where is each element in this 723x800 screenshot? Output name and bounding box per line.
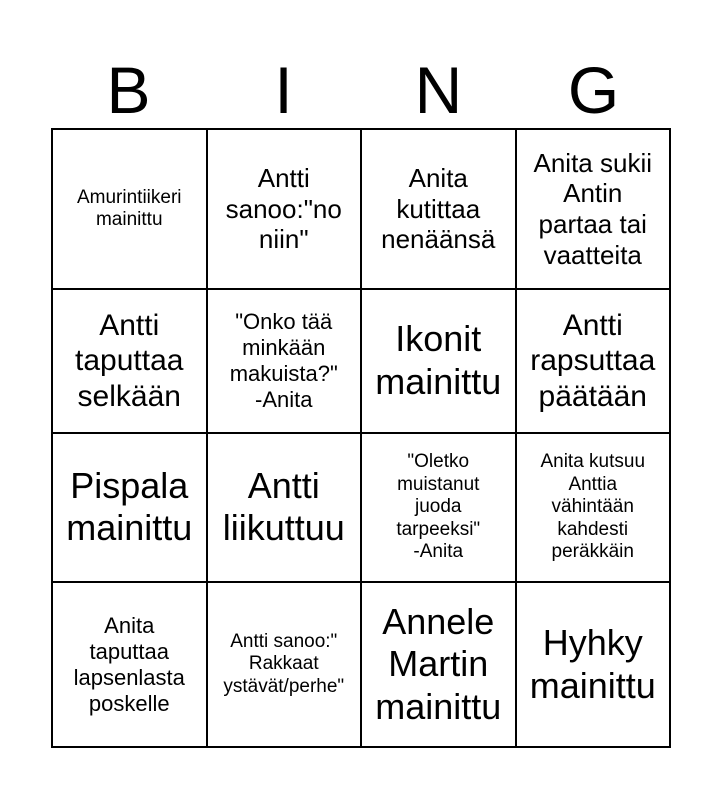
bingo-cell[interactable] bbox=[517, 583, 672, 748]
bingo-cell-text: Antti rapsuttaa päätään bbox=[530, 308, 656, 413]
bingo-cell[interactable] bbox=[362, 434, 517, 583]
bingo-cell[interactable] bbox=[517, 434, 672, 583]
bingo-cell-text: Anita kutsuu Anttia vähintään kahdesti peräkkäin bbox=[540, 451, 646, 563]
bingo-cell[interactable] bbox=[208, 434, 363, 583]
bingo-cell-text: Amurintiikeri mainittu bbox=[76, 186, 182, 231]
bingo-grid bbox=[51, 128, 671, 748]
bingo-cell-text: Antti sanoo:" Rakkaat ystävät/perhe" bbox=[223, 630, 345, 697]
bingo-cell-text: Anita kutittaa nenäänsä bbox=[381, 163, 496, 255]
bingo-cell[interactable] bbox=[517, 290, 672, 434]
bingo-cell[interactable] bbox=[53, 290, 208, 434]
header-letter-i: I bbox=[274, 53, 293, 127]
bingo-cell[interactable] bbox=[208, 290, 363, 434]
bingo-cell-text: Antti liikuttuu bbox=[222, 464, 345, 549]
bingo-cell[interactable] bbox=[53, 583, 208, 748]
bingo-cell-text: Anita sukii Antin partaa tai vaatteita bbox=[533, 147, 652, 270]
bingo-cell-text: Anita taputtaa lapsenlasta poskelle bbox=[73, 612, 185, 716]
bingo-header bbox=[51, 52, 671, 128]
bingo-cell-text: Hyhky mainittu bbox=[529, 622, 656, 706]
bingo-cell-text: Antti taputtaa selkään bbox=[75, 308, 184, 413]
bingo-cell[interactable] bbox=[362, 290, 517, 434]
bingo-cell-text: Annele Martin mainittu bbox=[375, 600, 502, 727]
header-letter-g: G bbox=[567, 53, 620, 127]
bingo-cell[interactable] bbox=[208, 583, 363, 748]
header-letter-n: N bbox=[414, 53, 463, 127]
bingo-cell-text: "Onko tää minkään makuista?" -Anita bbox=[229, 309, 338, 412]
bingo-cell[interactable] bbox=[208, 130, 363, 290]
bingo-cell[interactable] bbox=[362, 130, 517, 290]
bingo-cell[interactable] bbox=[362, 583, 517, 748]
header-letter-b: B bbox=[106, 53, 151, 127]
bingo-cell[interactable] bbox=[53, 434, 208, 583]
bingo-cell-text: Pispala mainittu bbox=[66, 464, 193, 549]
bingo-cell-text: Ikonit mainittu bbox=[375, 318, 502, 402]
bingo-cell-text: "Oletko muistanut juoda tarpeeksi" -Anita bbox=[396, 451, 481, 563]
bingo-cell[interactable] bbox=[53, 130, 208, 290]
bingo-cell-text: Antti sanoo:"no niin" bbox=[225, 163, 342, 255]
bingo-cell[interactable] bbox=[517, 130, 672, 290]
